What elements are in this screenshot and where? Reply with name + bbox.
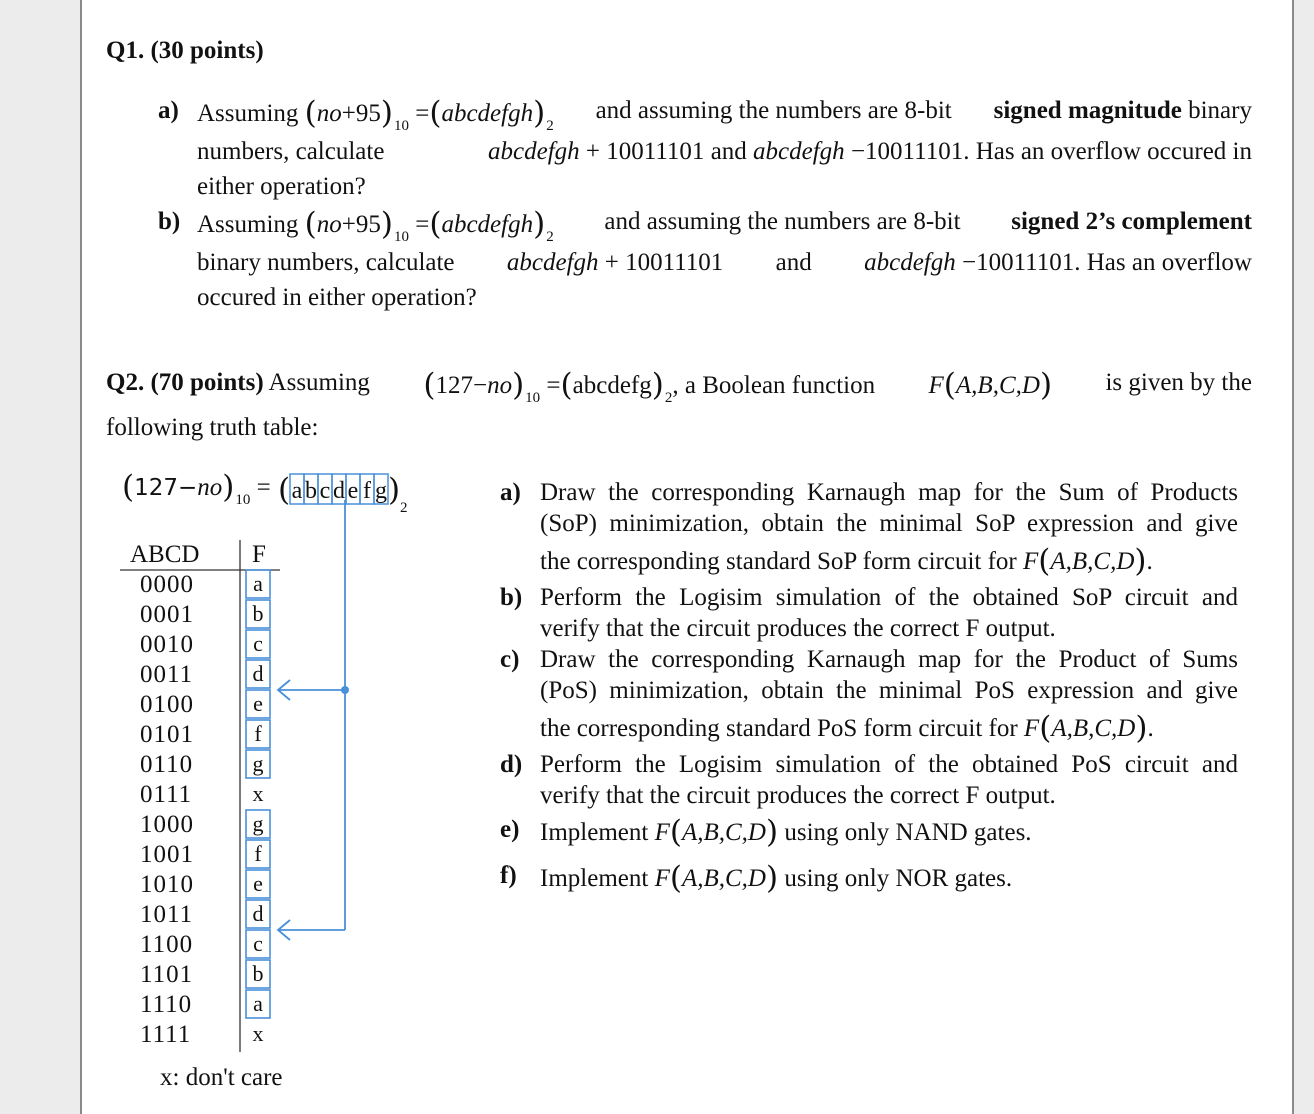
- task-label: f): [500, 862, 517, 889]
- q2-line2: following truth table:: [106, 414, 319, 441]
- eq-base2: 2: [400, 500, 408, 516]
- task-line: Perform the Logisim simulation of the obtained SoP circuit and: [540, 584, 1238, 611]
- eq-letter: c: [319, 478, 331, 504]
- row-abcd: 1000: [140, 811, 194, 838]
- task-line: the corresponding standard SoP form circuit for F(A,B,C,D).: [540, 543, 1153, 579]
- row-abcd: 0110: [140, 751, 194, 778]
- row-abcd: 0001: [140, 601, 194, 628]
- row-abcd: 1001: [140, 841, 194, 868]
- task-line: verify that the circuit produces the correct F output.: [540, 782, 1056, 809]
- left-margin: [0, 0, 82, 1114]
- eq-letter: a: [291, 478, 303, 504]
- row-abcd: 0101: [140, 721, 194, 748]
- q1a-line1: Assuming $(no+95)_{10}$ $=(abcdefgh)_2$ and assuming the numbers are 8-bit signed magnitude binary: [197, 95, 1252, 134]
- row-f-value: a: [253, 571, 263, 596]
- task-line: verify that the circuit produces the correct F output.: [540, 615, 1056, 642]
- row-f-value: b: [252, 961, 264, 986]
- row-abcd: 1110: [140, 991, 193, 1018]
- row-f-value: c: [253, 931, 263, 956]
- connector-lines: [278, 500, 345, 940]
- eq-letter: f: [363, 478, 371, 504]
- eq-close-paren: ): [388, 472, 401, 508]
- row-f-value: a: [253, 991, 263, 1016]
- eq-letter: b: [305, 478, 317, 504]
- task-label: a): [500, 479, 521, 506]
- q1a-line2: numbers, calculate abcdefgh + 10011101 and abcdefgh −10011101. Has an overflow occured in: [197, 138, 1252, 165]
- row-abcd: 0100: [140, 691, 194, 718]
- row-abcd: 0000: [140, 571, 194, 598]
- task-line: the corresponding standard PoS form circuit for F(A,B,C,D).: [540, 710, 1154, 746]
- row-abcd: 1011: [140, 901, 194, 928]
- eq-letters: [290, 474, 388, 504]
- connector-dot: [341, 686, 349, 694]
- row-f-value: d: [252, 661, 264, 686]
- task-line: Perform the Logisim simulation of the obtained PoS circuit and: [540, 751, 1238, 778]
- task-line: Implement F(A,B,C,D) using only NOR gates.: [540, 860, 1013, 896]
- eq-letter: d: [333, 478, 345, 504]
- row-abcd: 1101: [140, 961, 194, 988]
- q2-line1: Q2. (70 points) Assuming $(127-no)_{10}$ $=(abcdefg)_2$, a Boolean function F(A,B,C,D) is given by the: [106, 367, 1252, 406]
- task-line: (PoS) minimization, obtain the minimal PoS expression and give: [540, 677, 1238, 704]
- task-line: Draw the corresponding Karnaugh map for the Sum of Products: [540, 479, 1238, 506]
- row-f-value: d: [252, 901, 264, 926]
- row-f-value: g: [252, 751, 264, 776]
- task-label: d): [500, 751, 523, 778]
- task-line: Implement F(A,B,C,D) using only NAND gates.: [540, 814, 1032, 850]
- eq-letter: e: [347, 478, 359, 504]
- q1-title: Q1. (30 points): [106, 37, 264, 64]
- row-f-value: g: [252, 811, 264, 836]
- figure-equation: $(127-no)_{10}$ =: [122, 469, 271, 508]
- scrollbar[interactable]: [1292, 0, 1314, 1114]
- row-abcd: 1010: [140, 871, 194, 898]
- row-f-value: f: [254, 721, 262, 746]
- row-abcd: 0111: [140, 781, 193, 808]
- row-f-value: e: [253, 691, 263, 716]
- q2-title: Q2. (70 points): [106, 369, 264, 396]
- row-abcd: 0011: [140, 661, 194, 688]
- task-line: Draw the corresponding Karnaugh map for the Product of Sums: [540, 646, 1238, 673]
- eq-lhs: 127−no: [134, 474, 223, 501]
- row-f-value: e: [253, 871, 263, 896]
- eq-open-paren: (: [278, 472, 291, 508]
- row-f-value: c: [253, 631, 263, 656]
- row-f-value: f: [254, 841, 262, 866]
- q1b-line2: binary numbers, calculate abcdefgh + 10011101 and abcdefgh −10011101. Has an overflow: [197, 249, 1252, 276]
- task-label: e): [500, 816, 520, 843]
- task-line: (SoP) minimization, obtain the minimal SoP expression and give: [540, 510, 1238, 537]
- task-label: c): [500, 646, 520, 673]
- row-f-value: x: [252, 781, 264, 806]
- row-abcd: 1111: [140, 1021, 192, 1048]
- eq-letter: g: [375, 478, 387, 504]
- row-abcd: 1100: [140, 931, 194, 958]
- q1b-line1: Assuming $(no+95)_{10}$ $=(abcdefgh)_2$ and assuming the numbers are 8-bit signed 2’s complement: [197, 206, 1252, 245]
- row-abcd: 0010: [140, 631, 194, 658]
- dont-care-note: x: don't care: [160, 1064, 283, 1091]
- task-label: b): [500, 584, 523, 611]
- q1a-label: a): [158, 97, 179, 124]
- header-abcd: ABCD: [130, 541, 200, 568]
- truth-table-rows: [140, 570, 270, 1048]
- header-f: F: [252, 541, 266, 568]
- q1b-label: b): [158, 208, 181, 235]
- document-page: [82, 0, 1292, 1114]
- row-f-value: b: [252, 601, 264, 626]
- q1b-line3: occured in either operation?: [197, 284, 477, 311]
- q1a-line3: either operation?: [197, 173, 366, 200]
- row-f-value: x: [252, 1021, 264, 1046]
